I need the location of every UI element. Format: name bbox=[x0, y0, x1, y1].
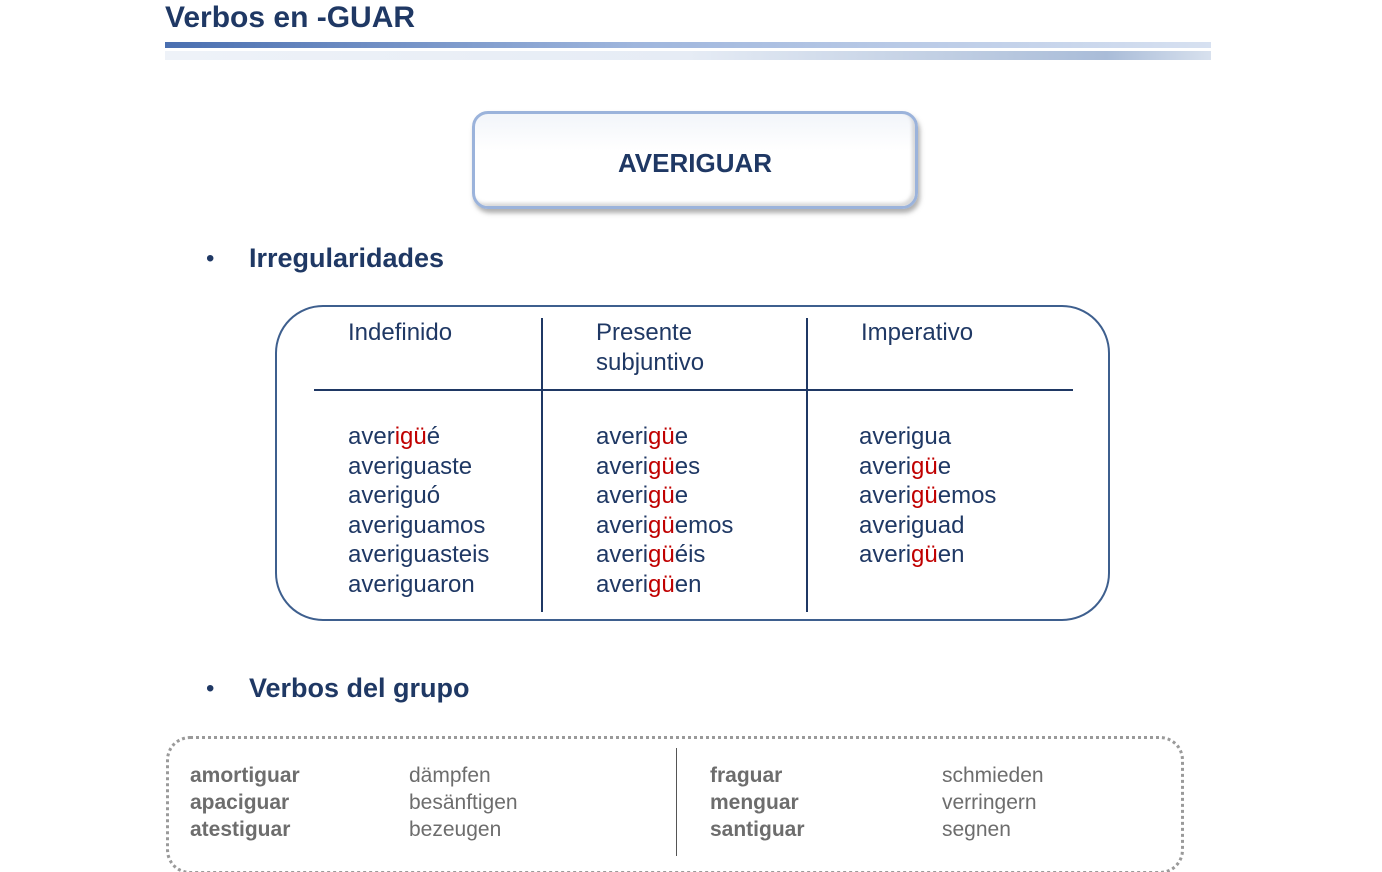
verb-form-stem: averiguamos bbox=[348, 511, 486, 539]
verb-form-irregular-part: gü bbox=[648, 482, 675, 510]
verb-form bbox=[348, 452, 489, 482]
verb-form-irregular-part: gü bbox=[911, 482, 938, 510]
verb-form-ending: emos bbox=[674, 511, 734, 539]
verb-form-stem: averiguasteis bbox=[348, 541, 490, 569]
verb-form-stem: averi bbox=[859, 541, 912, 569]
group-divider bbox=[676, 748, 677, 856]
verb-form-stem: averi bbox=[596, 482, 649, 510]
group-verb: amortiguar bbox=[190, 764, 300, 787]
verb-form-stem: averiguaste bbox=[348, 452, 473, 480]
title-underline-shadow bbox=[165, 51, 1211, 60]
verb-form-ending: éis bbox=[674, 541, 706, 569]
verb-form-ending: e bbox=[674, 482, 689, 510]
verb-form bbox=[859, 540, 996, 570]
verb-form-ending: en bbox=[674, 570, 702, 598]
verb-form bbox=[348, 481, 489, 511]
group-verb: atestiguar bbox=[190, 818, 291, 841]
column-header-indefinido: Indefinido bbox=[348, 319, 453, 346]
group-right-translations bbox=[942, 762, 1044, 843]
verb-title-box bbox=[472, 111, 918, 209]
column-divider-2 bbox=[806, 318, 808, 612]
verb-form bbox=[859, 511, 996, 541]
verb-form-stem: averiguaron bbox=[348, 570, 475, 598]
bullet-icon: • bbox=[206, 245, 215, 272]
group-left-verbs bbox=[190, 762, 300, 843]
verb-form-stem: averi bbox=[596, 511, 649, 539]
verb-form-ending: en bbox=[937, 541, 965, 569]
verb-form-irregular-part: gü bbox=[648, 423, 675, 450]
group-verb: fraguar bbox=[710, 764, 783, 787]
verb-form-ending: es bbox=[674, 452, 701, 480]
indefinido-forms bbox=[348, 422, 489, 600]
verb-form bbox=[348, 422, 489, 452]
group-left-translations bbox=[409, 762, 518, 843]
verb-form bbox=[596, 422, 733, 452]
verb-form-stem: averi bbox=[859, 452, 912, 480]
title-underline bbox=[165, 42, 1211, 48]
header-divider bbox=[314, 389, 1073, 391]
verb-form-ending: emos bbox=[937, 482, 997, 510]
group-heading: Verbos del grupo bbox=[249, 673, 470, 703]
verb-form bbox=[859, 481, 996, 511]
group-verb-translation: verringern bbox=[942, 791, 1037, 814]
verb-form-stem: averi bbox=[859, 482, 912, 510]
group-verb: menguar bbox=[710, 791, 799, 814]
verb-form-irregular-part: gü bbox=[911, 541, 938, 569]
group-verb-translation: besänftigen bbox=[409, 791, 518, 814]
verb-form-ending: é bbox=[426, 423, 441, 450]
verb-form bbox=[859, 422, 996, 452]
verb-form-stem: averi bbox=[596, 541, 649, 569]
verb-form-stem: aver bbox=[348, 423, 395, 450]
group-verb-translation: schmieden bbox=[942, 764, 1044, 787]
verb-form-stem: averi bbox=[596, 452, 649, 480]
verb-form-stem: averiguad bbox=[859, 511, 965, 539]
verb-form-irregular-part: gü bbox=[648, 452, 675, 480]
column-divider-1 bbox=[541, 318, 543, 612]
verb-form-ending: e bbox=[937, 452, 952, 480]
verb-form-stem: averiguó bbox=[348, 482, 441, 510]
verb-form bbox=[596, 452, 733, 482]
column-header-line: Presente bbox=[596, 319, 693, 346]
verb-form-irregular-part: gü bbox=[911, 452, 938, 480]
irregularities-heading: Irregularidades bbox=[249, 243, 445, 273]
imperativo-forms bbox=[859, 422, 996, 570]
column-header-line: subjuntivo bbox=[596, 349, 705, 376]
verb-form-stem: averi bbox=[596, 570, 649, 598]
group-verb: santiguar bbox=[710, 818, 805, 841]
verb-form-irregular-part: gü bbox=[648, 570, 675, 598]
column-header-presente-subjuntivo bbox=[596, 318, 704, 378]
verb-form bbox=[859, 452, 996, 482]
verb-form-ending: e bbox=[674, 423, 689, 450]
column-header-imperativo: Imperativo bbox=[861, 319, 974, 346]
group-verb-translation: dämpfen bbox=[409, 764, 491, 787]
page-title: Verbos en -GUAR bbox=[165, 1, 416, 34]
verb-form-irregular-part: gü bbox=[648, 511, 675, 539]
group-right-verbs bbox=[710, 762, 805, 843]
verb-form bbox=[596, 540, 733, 570]
bullet-icon: • bbox=[206, 675, 215, 702]
verb-infinitive: AVERIGUAR bbox=[617, 148, 773, 178]
verb-form-stem: averi bbox=[596, 423, 649, 450]
verb-form bbox=[596, 570, 733, 600]
presente-subjuntivo-forms bbox=[596, 422, 733, 600]
verb-form-irregular-part: gü bbox=[648, 541, 675, 569]
verb-form bbox=[596, 511, 733, 541]
verb-form bbox=[348, 570, 489, 600]
group-verb-translation: segnen bbox=[942, 818, 1011, 841]
verb-form-stem: averigua bbox=[859, 423, 952, 450]
verb-form bbox=[348, 540, 489, 570]
group-verb-translation: bezeugen bbox=[409, 818, 502, 841]
group-verb: apaciguar bbox=[190, 791, 290, 814]
verb-form bbox=[348, 511, 489, 541]
verb-form-irregular-part: igü bbox=[394, 423, 427, 450]
verb-form bbox=[596, 481, 733, 511]
